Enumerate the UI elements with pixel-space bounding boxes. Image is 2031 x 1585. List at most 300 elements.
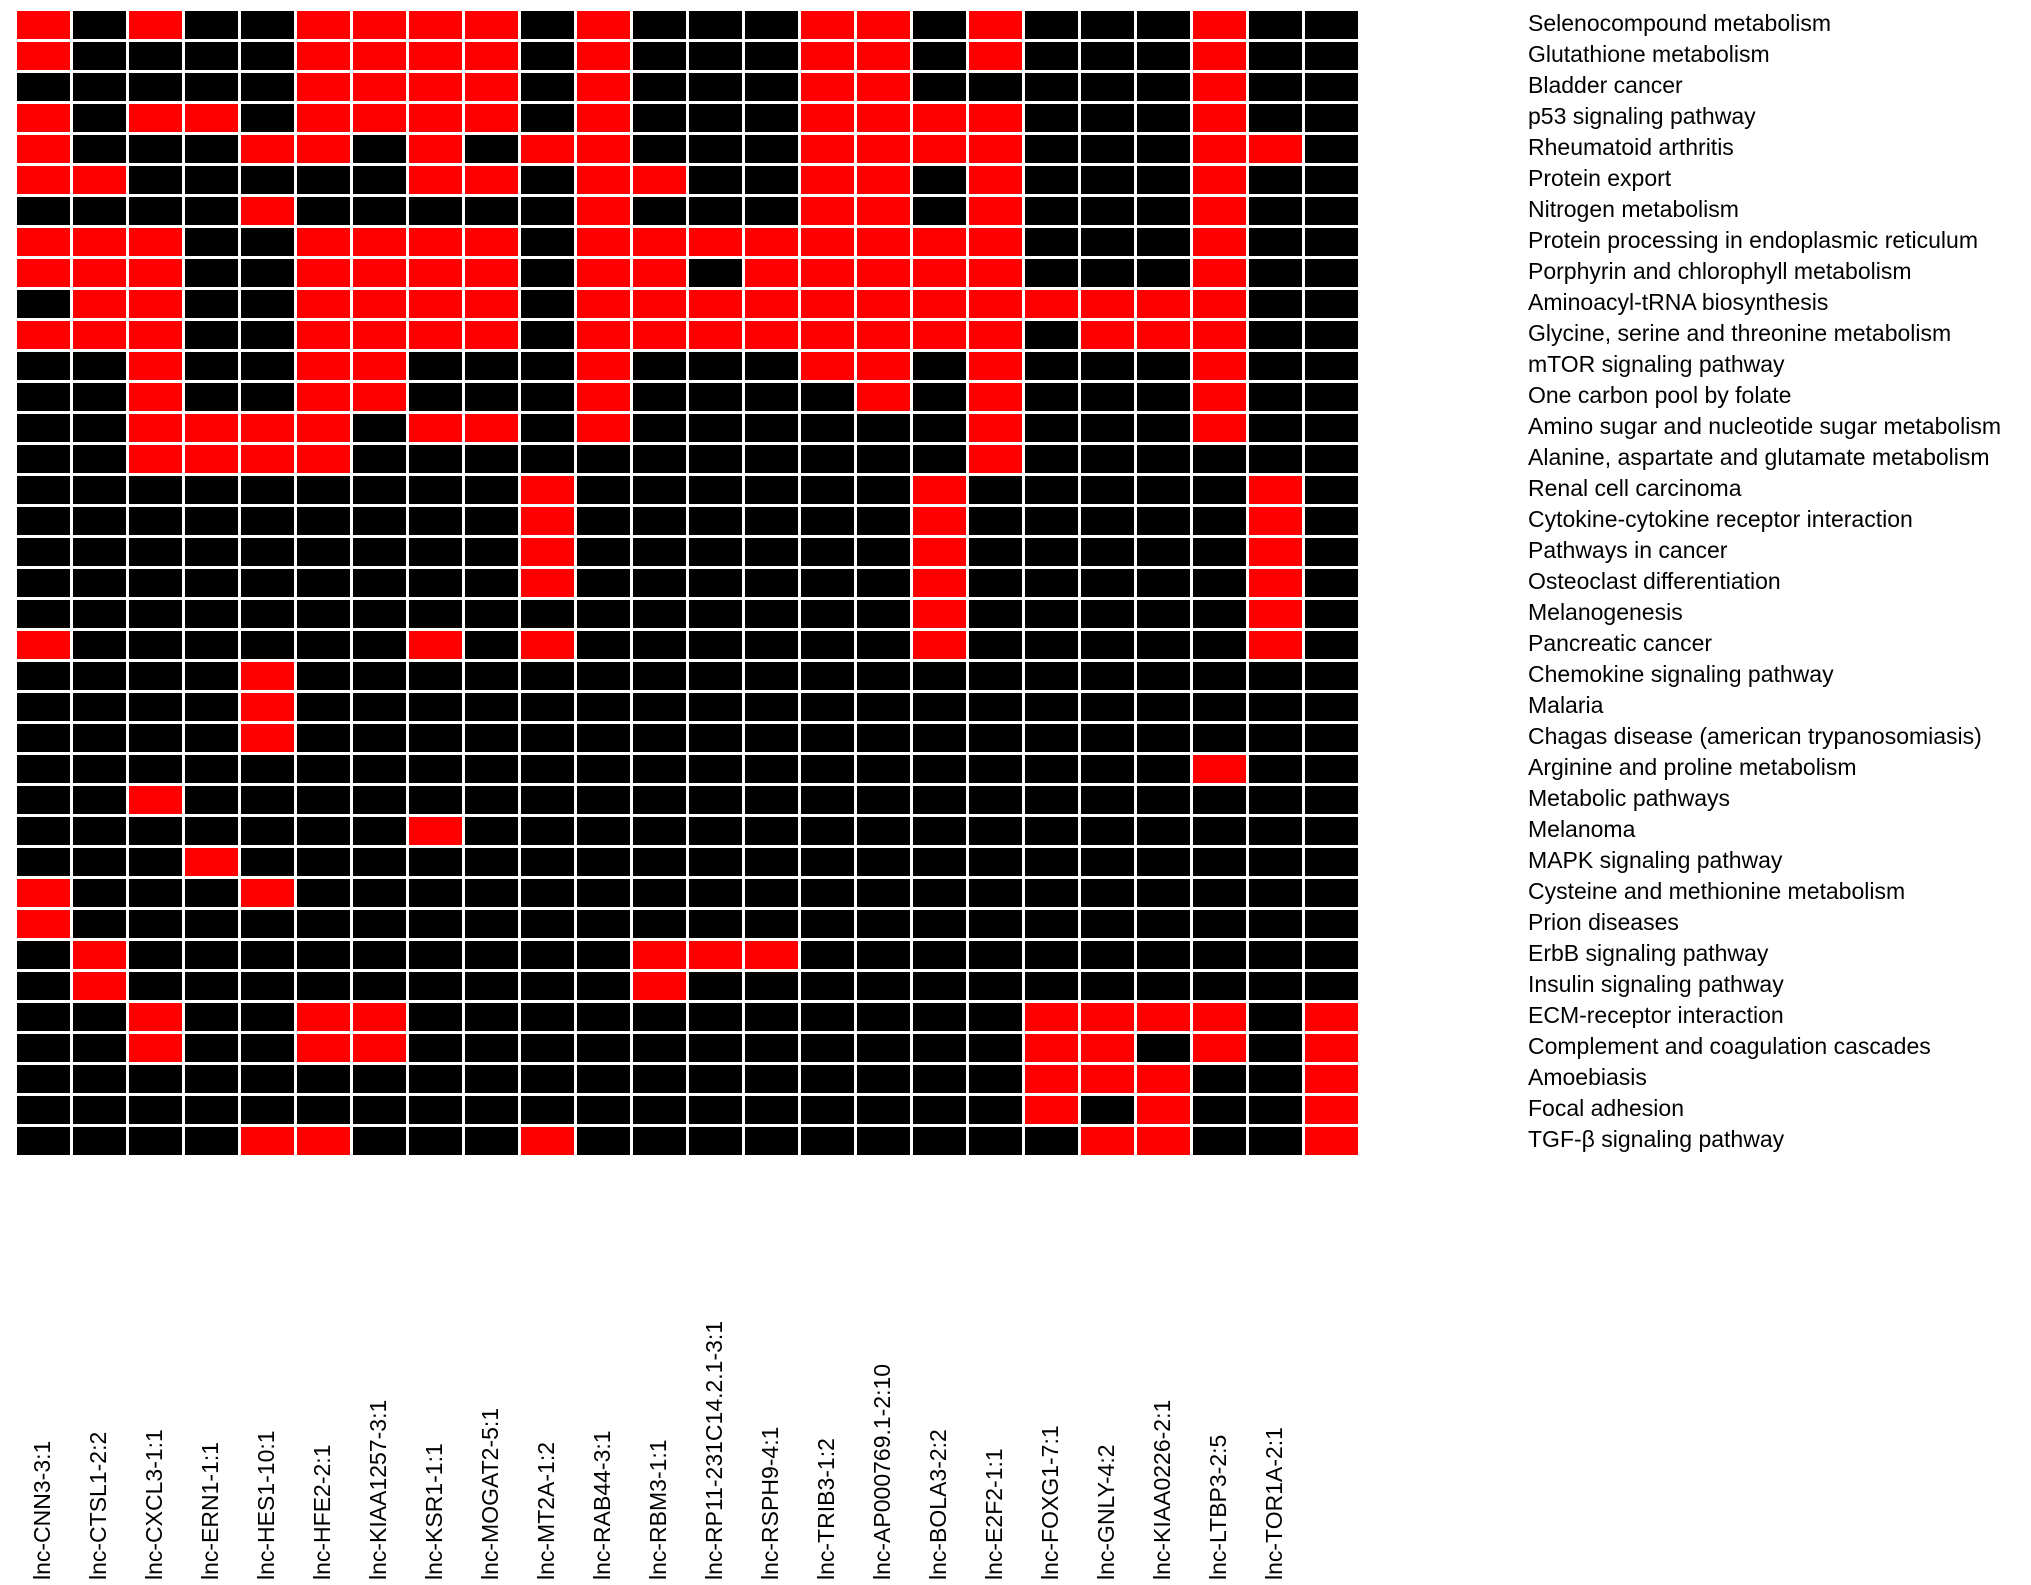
- heatmap-cell: [17, 73, 70, 101]
- heatmap-cell: [577, 600, 630, 628]
- heatmap-cell: [1193, 662, 1246, 690]
- heatmap-row: [17, 259, 1358, 287]
- heatmap-cell: [1249, 1034, 1302, 1062]
- heatmap-cell: [241, 941, 294, 969]
- heatmap-cell: [1249, 1127, 1302, 1155]
- heatmap-cell: [1025, 414, 1078, 442]
- heatmap-cell: [521, 724, 574, 752]
- heatmap-cell: [129, 11, 182, 39]
- heatmap-cell: [857, 1003, 910, 1031]
- heatmap-cell: [1137, 104, 1190, 132]
- heatmap-cell: [969, 197, 1022, 225]
- heatmap-cell: [17, 693, 70, 721]
- heatmap-cell: [913, 166, 966, 194]
- heatmap-cell: [465, 383, 518, 411]
- heatmap-cell: [17, 569, 70, 597]
- heatmap-cell: [1249, 104, 1302, 132]
- heatmap-cell: [801, 197, 854, 225]
- heatmap-cell: [689, 11, 742, 39]
- heatmap-cell: [465, 445, 518, 473]
- heatmap-cell: [129, 600, 182, 628]
- heatmap-cell: [1081, 631, 1134, 659]
- row-label: Amoebiasis: [1528, 1064, 1647, 1090]
- heatmap-cell: [577, 135, 630, 163]
- heatmap-cell: [297, 476, 350, 504]
- heatmap-cell: [353, 786, 406, 814]
- row-label: Focal adhesion: [1528, 1095, 1684, 1121]
- heatmap-table: [14, 8, 1361, 1158]
- heatmap-cell: [1137, 1065, 1190, 1093]
- heatmap-cell: [913, 104, 966, 132]
- heatmap-cell: [633, 786, 686, 814]
- heatmap-cell: [801, 693, 854, 721]
- heatmap-cell: [297, 42, 350, 70]
- heatmap-cell: [465, 1096, 518, 1124]
- heatmap-cell: [1081, 42, 1134, 70]
- heatmap-cell: [1081, 693, 1134, 721]
- heatmap-cell: [353, 662, 406, 690]
- heatmap-cell: [913, 197, 966, 225]
- heatmap-cell: [913, 600, 966, 628]
- column-label: lnc-GNLY-4:2: [1093, 1444, 1119, 1580]
- heatmap-cell: [1025, 1003, 1078, 1031]
- heatmap-cell: [745, 11, 798, 39]
- heatmap-cell: [185, 972, 238, 1000]
- heatmap-cell: [1137, 1096, 1190, 1124]
- heatmap-cell: [857, 910, 910, 938]
- heatmap-cell: [17, 910, 70, 938]
- row-label: One carbon pool by folate: [1528, 382, 1792, 408]
- heatmap-cell: [577, 104, 630, 132]
- heatmap-cell: [745, 972, 798, 1000]
- heatmap-cell: [129, 1127, 182, 1155]
- heatmap-cell: [633, 476, 686, 504]
- row-label: ECM-receptor interaction: [1528, 1002, 1784, 1028]
- heatmap-cell: [801, 569, 854, 597]
- heatmap-cell: [73, 600, 126, 628]
- heatmap-cell: [1305, 1065, 1358, 1093]
- heatmap-cell: [1137, 569, 1190, 597]
- heatmap-cell: [241, 166, 294, 194]
- heatmap-cell: [409, 197, 462, 225]
- heatmap-cell: [241, 445, 294, 473]
- heatmap-cell: [913, 724, 966, 752]
- heatmap-cell: [409, 600, 462, 628]
- heatmap-cell: [73, 507, 126, 535]
- heatmap-cell: [689, 755, 742, 783]
- column-label: lnc-KSR1-1:1: [421, 1443, 447, 1580]
- heatmap-cell: [465, 848, 518, 876]
- heatmap-cell: [1025, 972, 1078, 1000]
- heatmap-cell: [913, 445, 966, 473]
- heatmap-cell: [633, 259, 686, 287]
- heatmap-cell: [1249, 538, 1302, 566]
- heatmap-cell: [969, 445, 1022, 473]
- heatmap-cell: [1249, 507, 1302, 535]
- heatmap-cell: [129, 1096, 182, 1124]
- heatmap-cell: [633, 1096, 686, 1124]
- heatmap-cell: [409, 42, 462, 70]
- heatmap-cell: [689, 600, 742, 628]
- heatmap-cell: [577, 166, 630, 194]
- heatmap-cell: [1081, 569, 1134, 597]
- heatmap-cell: [465, 538, 518, 566]
- heatmap-cell: [1025, 228, 1078, 256]
- row-label-axis: [1528, 8, 2001, 1155]
- heatmap-cell: [577, 755, 630, 783]
- heatmap-cell: [17, 259, 70, 287]
- heatmap-cell: [297, 383, 350, 411]
- heatmap-cell: [353, 197, 406, 225]
- heatmap-cell: [913, 972, 966, 1000]
- heatmap-cell: [689, 817, 742, 845]
- heatmap-cell: [1249, 445, 1302, 473]
- heatmap-cell: [1025, 817, 1078, 845]
- heatmap-cell: [577, 507, 630, 535]
- heatmap-cell: [17, 1003, 70, 1031]
- heatmap-cell: [409, 135, 462, 163]
- heatmap-cell: [633, 631, 686, 659]
- heatmap-cell: [801, 290, 854, 318]
- heatmap-cell: [913, 693, 966, 721]
- heatmap-row: [17, 879, 1358, 907]
- heatmap-cell: [241, 817, 294, 845]
- heatmap-cell: [465, 817, 518, 845]
- heatmap-cell: [633, 941, 686, 969]
- heatmap-cell: [185, 600, 238, 628]
- heatmap-cell: [913, 73, 966, 101]
- heatmap-cell: [689, 941, 742, 969]
- heatmap-cell: [1025, 538, 1078, 566]
- heatmap-cell: [1249, 197, 1302, 225]
- heatmap-row: [17, 972, 1358, 1000]
- heatmap-cell: [689, 662, 742, 690]
- heatmap-cell: [745, 135, 798, 163]
- heatmap-cell: [1193, 786, 1246, 814]
- heatmap-cell: [17, 879, 70, 907]
- heatmap-cell: [969, 476, 1022, 504]
- row-label: Bladder cancer: [1528, 72, 1683, 98]
- heatmap-cell: [1193, 538, 1246, 566]
- heatmap-cell: [129, 972, 182, 1000]
- heatmap-cell: [1305, 569, 1358, 597]
- heatmap-cell: [1025, 11, 1078, 39]
- heatmap-cell: [1137, 197, 1190, 225]
- heatmap-cell: [297, 11, 350, 39]
- heatmap-cell: [1025, 1096, 1078, 1124]
- heatmap-cell: [1193, 259, 1246, 287]
- heatmap-cell: [73, 414, 126, 442]
- heatmap-cell: [297, 166, 350, 194]
- heatmap-cell: [353, 1065, 406, 1093]
- heatmap-cell: [577, 1096, 630, 1124]
- heatmap-grid: [14, 8, 1361, 1158]
- heatmap-cell: [73, 135, 126, 163]
- heatmap-cell: [185, 631, 238, 659]
- heatmap-cell: [353, 414, 406, 442]
- heatmap-cell: [521, 941, 574, 969]
- heatmap-cell: [1193, 1096, 1246, 1124]
- heatmap-cell: [521, 42, 574, 70]
- heatmap-cell: [241, 786, 294, 814]
- heatmap-cell: [409, 848, 462, 876]
- heatmap-row: [17, 383, 1358, 411]
- heatmap-cell: [465, 662, 518, 690]
- heatmap-cell: [913, 414, 966, 442]
- heatmap-cell: [409, 166, 462, 194]
- heatmap-cell: [689, 786, 742, 814]
- heatmap-cell: [857, 817, 910, 845]
- heatmap-cell: [577, 259, 630, 287]
- heatmap-cell: [1193, 879, 1246, 907]
- heatmap-cell: [241, 259, 294, 287]
- heatmap-cell: [969, 724, 1022, 752]
- heatmap-cell: [297, 104, 350, 132]
- heatmap-cell: [1305, 538, 1358, 566]
- heatmap-cell: [689, 631, 742, 659]
- column-label: lnc-BOLA3-2:2: [925, 1429, 951, 1580]
- row-label: Glycine, serine and threonine metabolism: [1528, 320, 1952, 346]
- heatmap-cell: [409, 228, 462, 256]
- heatmap-cell: [745, 848, 798, 876]
- heatmap-cell: [241, 383, 294, 411]
- heatmap-cell: [857, 352, 910, 380]
- heatmap-cell: [1193, 569, 1246, 597]
- heatmap-cell: [465, 352, 518, 380]
- row-label: Protein export: [1528, 165, 1672, 191]
- heatmap-cell: [801, 259, 854, 287]
- heatmap-cell: [1305, 445, 1358, 473]
- heatmap-cell: [913, 569, 966, 597]
- heatmap-cell: [465, 569, 518, 597]
- heatmap-cell: [1025, 290, 1078, 318]
- heatmap-cell: [1137, 755, 1190, 783]
- heatmap-cell: [633, 1003, 686, 1031]
- heatmap-cell: [409, 693, 462, 721]
- heatmap-cell: [857, 42, 910, 70]
- heatmap-cell: [1137, 259, 1190, 287]
- heatmap-cell: [577, 538, 630, 566]
- row-label: Chagas disease (american trypanosomiasis): [1528, 723, 1982, 749]
- heatmap-cell: [353, 631, 406, 659]
- heatmap-cell: [913, 662, 966, 690]
- heatmap-cell: [17, 817, 70, 845]
- heatmap-cell: [1193, 724, 1246, 752]
- heatmap-cell: [913, 290, 966, 318]
- row-label: Selenocompound metabolism: [1528, 10, 1832, 36]
- heatmap-cell: [913, 1065, 966, 1093]
- heatmap-cell: [1193, 910, 1246, 938]
- heatmap-cell: [633, 848, 686, 876]
- heatmap-cell: [409, 538, 462, 566]
- heatmap-cell: [409, 445, 462, 473]
- heatmap-cell: [1193, 1003, 1246, 1031]
- heatmap-cell: [1025, 42, 1078, 70]
- heatmap-cell: [185, 290, 238, 318]
- heatmap-row: [17, 42, 1358, 70]
- heatmap-cell: [1193, 941, 1246, 969]
- heatmap-cell: [801, 135, 854, 163]
- heatmap-cell: [1249, 73, 1302, 101]
- row-label: mTOR signaling pathway: [1528, 351, 1785, 377]
- heatmap-cell: [465, 11, 518, 39]
- heatmap-cell: [1081, 972, 1134, 1000]
- heatmap-cell: [969, 786, 1022, 814]
- heatmap-cell: [129, 135, 182, 163]
- heatmap-cell: [129, 166, 182, 194]
- heatmap-cell: [185, 135, 238, 163]
- heatmap-cell: [1137, 352, 1190, 380]
- heatmap-cell: [801, 1034, 854, 1062]
- heatmap-cell: [801, 476, 854, 504]
- heatmap-cell: [17, 445, 70, 473]
- heatmap-cell: [465, 259, 518, 287]
- heatmap-cell: [1025, 786, 1078, 814]
- heatmap-cell: [1305, 476, 1358, 504]
- heatmap-cell: [129, 693, 182, 721]
- heatmap-cell: [1137, 600, 1190, 628]
- row-label: Glutathione metabolism: [1528, 41, 1770, 67]
- heatmap-cell: [353, 42, 406, 70]
- heatmap-cell: [969, 166, 1022, 194]
- heatmap-cell: [465, 910, 518, 938]
- heatmap-cell: [129, 259, 182, 287]
- heatmap-cell: [633, 1034, 686, 1062]
- heatmap-cell: [801, 848, 854, 876]
- heatmap-cell: [521, 817, 574, 845]
- heatmap-cell: [409, 817, 462, 845]
- row-label: Complement and coagulation cascades: [1528, 1033, 1931, 1059]
- heatmap-cell: [17, 104, 70, 132]
- heatmap-cell: [521, 569, 574, 597]
- heatmap-cell: [185, 414, 238, 442]
- heatmap-cell: [745, 600, 798, 628]
- heatmap-cell: [969, 259, 1022, 287]
- heatmap-cell: [185, 228, 238, 256]
- heatmap-cell: [689, 321, 742, 349]
- heatmap-cell: [1025, 755, 1078, 783]
- heatmap-cell: [969, 228, 1022, 256]
- heatmap-cell: [745, 755, 798, 783]
- heatmap-cell: [353, 910, 406, 938]
- heatmap-cell: [857, 631, 910, 659]
- heatmap-cell: [633, 197, 686, 225]
- heatmap-cell: [129, 104, 182, 132]
- heatmap-cell: [1249, 166, 1302, 194]
- heatmap-cell: [689, 104, 742, 132]
- heatmap-cell: [297, 290, 350, 318]
- heatmap-cell: [241, 600, 294, 628]
- heatmap-cell: [129, 538, 182, 566]
- heatmap-cell: [745, 817, 798, 845]
- heatmap-cell: [1137, 724, 1190, 752]
- heatmap-cell: [1081, 259, 1134, 287]
- heatmap-cell: [689, 910, 742, 938]
- heatmap-cell: [745, 507, 798, 535]
- heatmap-cell: [185, 1034, 238, 1062]
- heatmap-cell: [1249, 11, 1302, 39]
- heatmap-cell: [129, 910, 182, 938]
- heatmap-cell: [353, 848, 406, 876]
- heatmap-cell: [577, 1065, 630, 1093]
- row-label: Chemokine signaling pathway: [1528, 661, 1834, 687]
- heatmap-cell: [297, 631, 350, 659]
- column-label: lnc-HES1-10:1: [253, 1430, 279, 1580]
- heatmap-cell: [857, 569, 910, 597]
- heatmap-cell: [1193, 507, 1246, 535]
- heatmap-cell: [857, 538, 910, 566]
- heatmap-cell: [185, 693, 238, 721]
- heatmap-cell: [1249, 600, 1302, 628]
- heatmap-cell: [969, 1096, 1022, 1124]
- heatmap-cell: [521, 1034, 574, 1062]
- heatmap-cell: [17, 197, 70, 225]
- heatmap-cell: [129, 817, 182, 845]
- heatmap-cell: [801, 910, 854, 938]
- heatmap-cell: [577, 972, 630, 1000]
- heatmap-cell: [17, 755, 70, 783]
- heatmap-cell: [409, 476, 462, 504]
- heatmap-cell: [241, 1034, 294, 1062]
- heatmap-cell: [633, 135, 686, 163]
- heatmap-cell: [241, 228, 294, 256]
- heatmap-cell: [73, 104, 126, 132]
- heatmap-cell: [1249, 352, 1302, 380]
- heatmap-cell: [73, 73, 126, 101]
- heatmap-cell: [409, 321, 462, 349]
- heatmap-cell: [521, 352, 574, 380]
- heatmap-cell: [185, 569, 238, 597]
- column-label: lnc-HFE2-2:1: [309, 1444, 335, 1580]
- heatmap-cell: [409, 259, 462, 287]
- heatmap-cell: [577, 352, 630, 380]
- heatmap-cell: [241, 476, 294, 504]
- heatmap-cell: [297, 817, 350, 845]
- heatmap-cell: [353, 259, 406, 287]
- column-label: lnc-CXCL3-1:1: [141, 1429, 167, 1580]
- heatmap-cell: [465, 507, 518, 535]
- heatmap-cell: [1249, 662, 1302, 690]
- heatmap-cell: [689, 73, 742, 101]
- heatmap-cell: [17, 848, 70, 876]
- heatmap-cell: [1025, 259, 1078, 287]
- heatmap-cell: [1305, 1003, 1358, 1031]
- heatmap-cell: [969, 73, 1022, 101]
- column-label: lnc-ERN1-1:1: [197, 1441, 223, 1580]
- heatmap-cell: [1249, 848, 1302, 876]
- heatmap-cell: [1137, 166, 1190, 194]
- row-label: Cytokine-cytokine receptor interaction: [1528, 506, 1913, 532]
- heatmap-cell: [409, 755, 462, 783]
- column-label: lnc-RAB44-3:1: [589, 1430, 615, 1580]
- column-label: lnc-LTBP3-2:5: [1205, 1434, 1231, 1580]
- heatmap-cell: [73, 321, 126, 349]
- heatmap-cell: [1081, 104, 1134, 132]
- heatmap-cell: [1249, 259, 1302, 287]
- heatmap-cell: [521, 445, 574, 473]
- heatmap-cell: [297, 879, 350, 907]
- heatmap-cell: [521, 1065, 574, 1093]
- heatmap-cell: [1025, 507, 1078, 535]
- heatmap-cell: [801, 1127, 854, 1155]
- heatmap-cell: [129, 383, 182, 411]
- heatmap-cell: [969, 1065, 1022, 1093]
- heatmap-cell: [1081, 135, 1134, 163]
- heatmap-cell: [857, 445, 910, 473]
- heatmap-cell: [1025, 321, 1078, 349]
- heatmap-cell: [577, 414, 630, 442]
- heatmap-cell: [801, 786, 854, 814]
